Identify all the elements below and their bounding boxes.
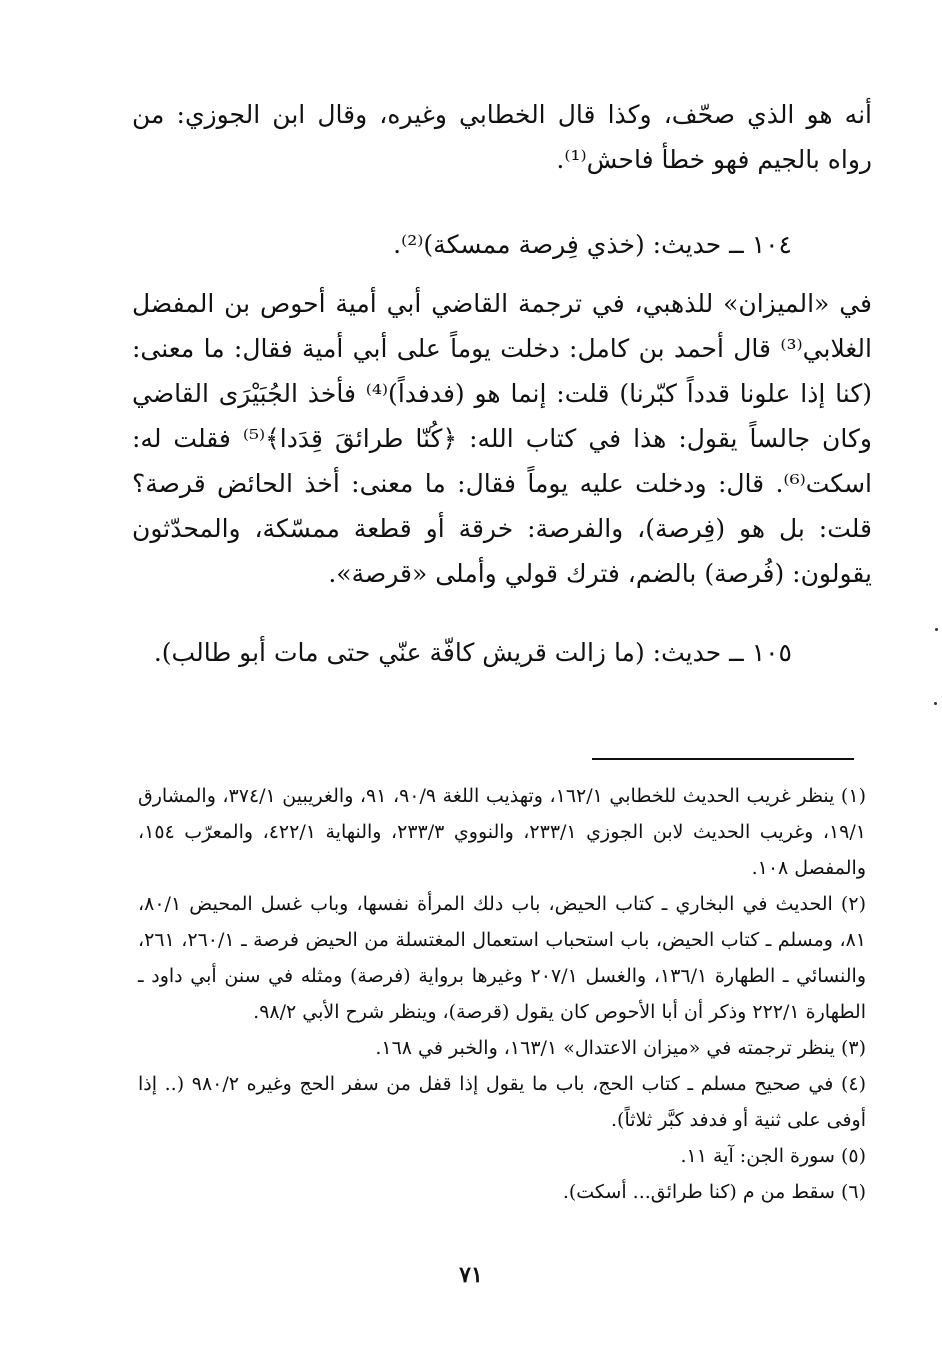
footnote-6: (٦) سقط من م (كنا طرائق... أسكت). (562, 1181, 866, 1203)
footnote-5: (٥) سورة الجن: آية ١١. (680, 1145, 866, 1167)
footnote-2: (٢) الحديث في البخاري ـ كتاب الحيض، باب دلك المرأة نفسها، وباب غسل المحيض ٨٠/١، ٨١، ومسلم ـ كتاب الحيض، باب استحباب استعمال المغتسلة من الحيض فرصة ـ ٢٦٠/١، ٢٦١، والنسائي ـ الطهارة ١٣٦/١، والغسل ٢٠٧/١ وغيرها برواية (فرصة) ومثله في سنن أبي داود ـ الطهارة ٢٢٢/١ وذكر أن أبا الأحوص كان يقول (قرصة)، وينظر شرح الأبي ٩٨/٢. (138, 893, 867, 1023)
hadith-104-body: في «الميزان» للذهبي، في ترجمة القاضي أبي أمية أحوص بن المفضل الغلابي⁽³⁾ قال أحمد بن كامل: دخلت يوماً على أبي أمية فقال: ما معنى: (كنا إذا علونا قدداً كبّرنا) قلت: إنما هو (فدفداً)⁽⁴⁾ فأخذ الجُبَيْرَى القاضي وكان جالساً يقول: هذا في كتاب الله: ﴿كُنّا طرائقَ قِدَدا﴾⁽⁵⁾ فقلت له: اسكت⁽⁶⁾. قال: ودخلت عليه يوماً فقال: ما معنى: أخذ الحائض قرصة؟ قلت: بل هو (فِرصة)، والفرصة: خرقة أو قطعة ممسّكة، والمحدّثون يقولون: (فُرصة) بالضم، فترك قولي وأملى «قرصة». (132, 289, 872, 588)
footnote-divider (592, 758, 854, 760)
footnote-4: (٤) في صحيح مسلم ـ كتاب الحج، باب ما يقول إذا قفل من سفر الحج وغيره ٩٨٠/٢ (.. إذا أوفى على ثنية أو فدفد كبَّر ثلاثاً). (138, 1073, 866, 1131)
footnote-3: (٣) ينظر ترجمته في «ميزان الاعتدال» ١٦٣/١، والخبر في ١٦٨. (375, 1037, 866, 1059)
scan-speck (934, 702, 937, 705)
footnote-1: (١) ينظر غريب الحديث للخطابي ١٦٢/١، وتهذيب اللغة ٩٠/٩، ٩١، والغريبين ٣٧٤/١، والمشارق ١٩/١، وغريب الحديث لابن الجوزي ٢٣٣/١، والنووي ٢٣٣/٣، والنهاية ٤٢٢/١، والمعرّب ١٥٤، والمفصل ١٠٨. (138, 785, 866, 879)
hadith-105-heading: ١٠٥ ــ حديث: (ما زالت قريش كافّة عنّي حتى مات أبو طالب). (153, 638, 792, 667)
footnotes (138, 778, 866, 1210)
main-text (132, 92, 872, 675)
scan-speck (935, 628, 938, 631)
continuation-paragraph: أنه هو الذي صحّف، وكذا قال الخطابي وغيره، وقال ابن الجوزي: من رواه بالجيم فهو خطأ فاحش⁽¹⁾. (132, 100, 872, 174)
page-number: ٧١ (459, 1262, 483, 1288)
hadith-104-heading: ١٠٤ ــ حديث: (خذي فِرصة ممسكة)⁽²⁾. (393, 230, 792, 259)
